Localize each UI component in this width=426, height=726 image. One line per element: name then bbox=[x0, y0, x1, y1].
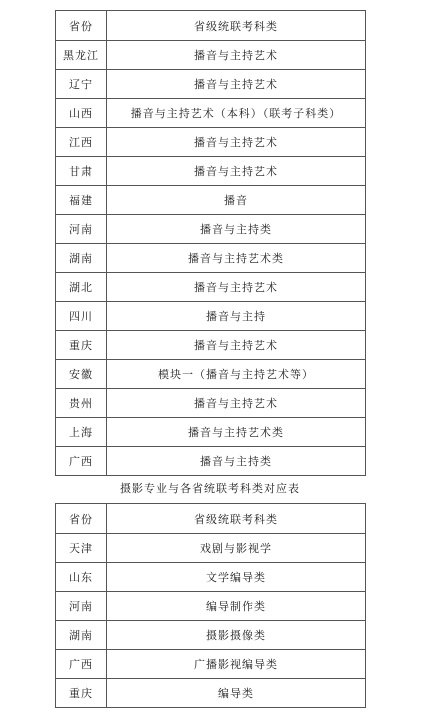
category-cell: 播音与主持艺术类 bbox=[107, 418, 366, 447]
province-cell: 广西 bbox=[56, 447, 107, 476]
table-row bbox=[56, 70, 366, 99]
province-cell: 重庆 bbox=[56, 679, 107, 708]
table-row bbox=[56, 389, 366, 418]
province-cell: 山东 bbox=[56, 563, 107, 592]
table2-body bbox=[56, 504, 366, 708]
province-cell: 湖北 bbox=[56, 273, 107, 302]
table-row bbox=[56, 157, 366, 186]
province-cell: 贵州 bbox=[56, 389, 107, 418]
table-row bbox=[56, 215, 366, 244]
category-cell: 播音与主持艺术 bbox=[107, 128, 366, 157]
table-row bbox=[56, 273, 366, 302]
category-cell: 播音与主持艺术 bbox=[107, 41, 366, 70]
table1-body bbox=[56, 11, 366, 476]
table-row bbox=[56, 650, 366, 679]
category-cell: 播音与主持艺术 bbox=[107, 70, 366, 99]
broadcasting-category-table bbox=[55, 10, 366, 476]
photography-table-caption: 摄影专业与各省统联考科类对应表 bbox=[120, 482, 300, 495]
table-row bbox=[56, 99, 366, 128]
table-row bbox=[56, 563, 366, 592]
category-cell: 摄影摄像类 bbox=[107, 621, 366, 650]
category-cell: 播音与主持艺术 bbox=[107, 331, 366, 360]
column-header-province: 省份 bbox=[56, 504, 107, 534]
province-cell: 福建 bbox=[56, 186, 107, 215]
table-row bbox=[56, 592, 366, 621]
province-cell: 湖南 bbox=[56, 244, 107, 273]
category-cell: 播音与主持类 bbox=[107, 447, 366, 476]
category-cell: 播音 bbox=[107, 186, 366, 215]
table-row bbox=[56, 679, 366, 708]
category-cell: 编导制作类 bbox=[107, 592, 366, 621]
category-cell: 播音与主持艺术 bbox=[107, 273, 366, 302]
province-cell: 黑龙江 bbox=[56, 41, 107, 70]
province-cell: 江西 bbox=[56, 128, 107, 157]
province-cell: 甘肃 bbox=[56, 157, 107, 186]
province-cell: 辽宁 bbox=[56, 70, 107, 99]
column-header-province: 省份 bbox=[56, 11, 107, 41]
table-row bbox=[56, 360, 366, 389]
province-cell: 湖南 bbox=[56, 621, 107, 650]
province-cell: 重庆 bbox=[56, 331, 107, 360]
province-cell: 山西 bbox=[56, 99, 107, 128]
table-row bbox=[56, 418, 366, 447]
category-cell: 编导类 bbox=[107, 679, 366, 708]
table-header-row bbox=[56, 11, 366, 41]
category-cell: 播音与主持 bbox=[107, 302, 366, 331]
column-header-category: 省级统联考科类 bbox=[107, 504, 366, 534]
province-cell: 广西 bbox=[56, 650, 107, 679]
table-header-row bbox=[56, 504, 366, 534]
province-cell: 四川 bbox=[56, 302, 107, 331]
photography-category-table bbox=[55, 503, 366, 708]
category-cell: 播音与主持艺术（本科）（联考子科类） bbox=[107, 99, 366, 128]
province-cell: 河南 bbox=[56, 592, 107, 621]
table-row bbox=[56, 534, 366, 563]
table-row bbox=[56, 302, 366, 331]
category-cell: 模块一（播音与主持艺术等） bbox=[107, 360, 366, 389]
table-row bbox=[56, 128, 366, 157]
province-cell: 天津 bbox=[56, 534, 107, 563]
category-cell: 广播影视编导类 bbox=[107, 650, 366, 679]
table-row bbox=[56, 244, 366, 273]
table-row bbox=[56, 186, 366, 215]
table-row bbox=[56, 331, 366, 360]
category-cell: 播音与主持艺术类 bbox=[107, 244, 366, 273]
category-cell: 播音与主持艺术 bbox=[107, 157, 366, 186]
province-cell: 河南 bbox=[56, 215, 107, 244]
category-cell: 播音与主持类 bbox=[107, 215, 366, 244]
category-cell: 文学编导类 bbox=[107, 563, 366, 592]
table-row bbox=[56, 41, 366, 70]
table-row bbox=[56, 621, 366, 650]
category-cell: 播音与主持艺术 bbox=[107, 389, 366, 418]
column-header-category: 省级统联考科类 bbox=[107, 11, 366, 41]
province-cell: 安徽 bbox=[56, 360, 107, 389]
table-row bbox=[56, 447, 366, 476]
province-cell: 上海 bbox=[56, 418, 107, 447]
category-cell: 戏剧与影视学 bbox=[107, 534, 366, 563]
